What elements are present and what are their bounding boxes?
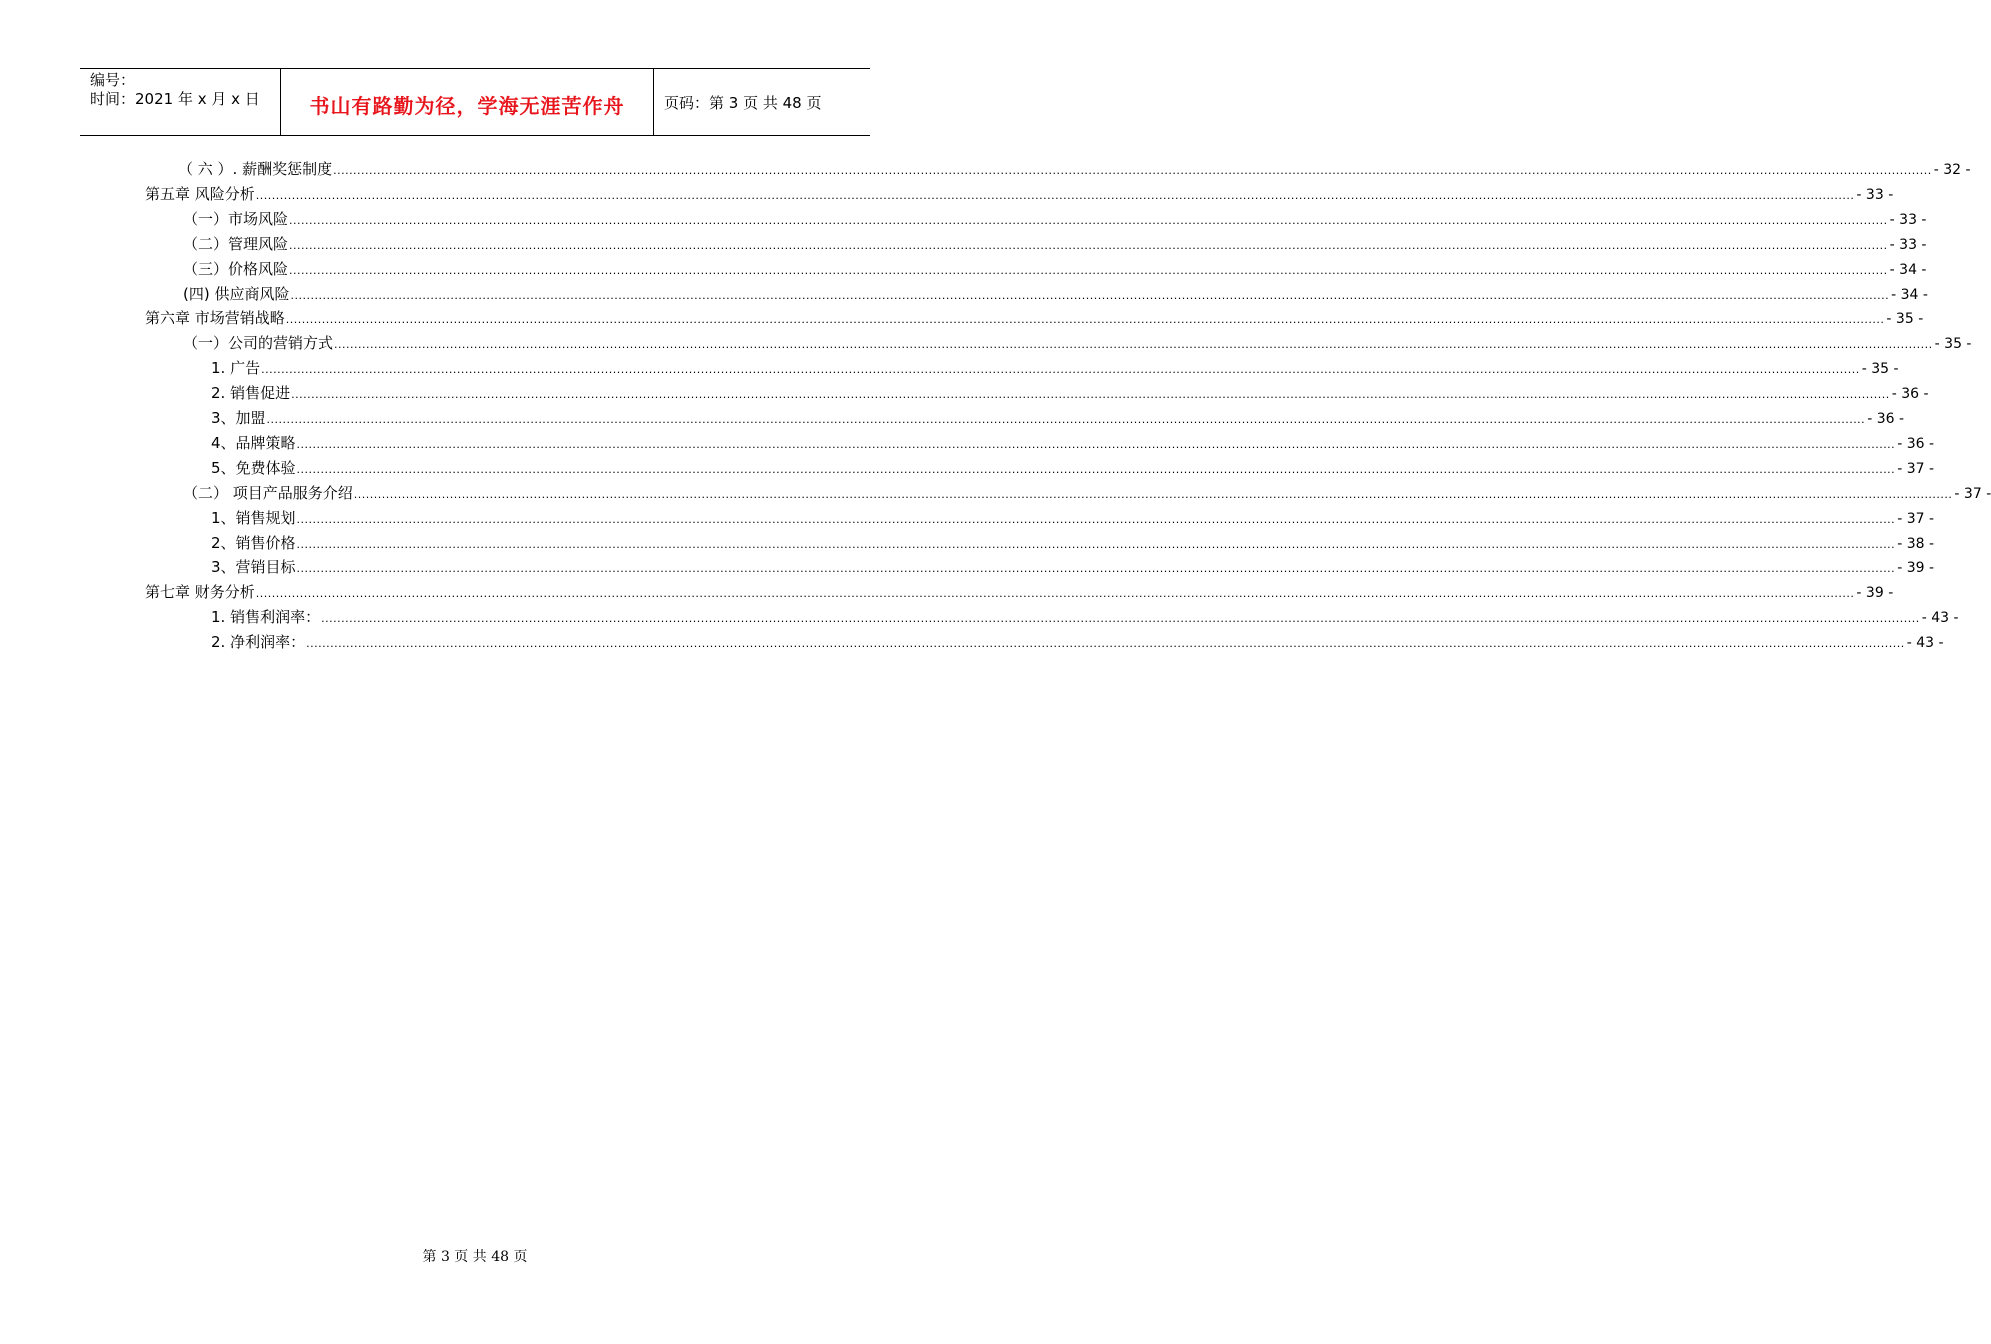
toc-entry-page: - 43 - [1906, 635, 1944, 652]
toc-entry-label: 4、品牌策略 [211, 433, 296, 452]
toc-entry[interactable] [178, 158, 1971, 182]
toc-dot-leader: ................................................................................................................................................................................................................................................................................................................................................................................................................ [291, 388, 1890, 402]
toc-entry-page: - 32 - [1933, 162, 1971, 178]
toc-entry-label: 1. 销售利润率： [211, 608, 321, 627]
toc-entry-page: - 33 - [1856, 186, 1894, 203]
toc-entry[interactable] [145, 183, 1894, 207]
toc-dot-leader: ................................................................................................................................................................................................................................................................................................................................................................................................................ [296, 437, 1896, 451]
toc-entry-label: (四) 供应商风险 [183, 284, 290, 303]
toc-entry-page: - 37 - [1954, 485, 1991, 502]
page-header [80, 68, 870, 136]
toc-entry-label: （三）价格风险 [183, 259, 289, 278]
toc-entry-page: - 35 - [1934, 336, 1972, 353]
toc-entry-page: - 36 - [1867, 411, 1905, 427]
toc-dot-leader: ................................................................................................................................................................................................................................................................................................................................................................................................................ [321, 612, 1920, 626]
toc-entry-label: （ 六 ）. 薪酬奖惩制度 [178, 160, 333, 178]
toc-entry[interactable] [183, 332, 1972, 356]
toc-dot-leader: ................................................................................................................................................................................................................................................................................................................................................................................................................ [296, 462, 1896, 476]
header-motto-cell [281, 69, 654, 135]
toc-dot-leader: ................................................................................................................................................................................................................................................................................................................................................................................................................ [266, 413, 1866, 426]
toc-entry-label: 1. 广告 [211, 359, 261, 378]
header-motto: 书山有路勤为径，学海无涯苦作舟 [309, 93, 625, 118]
toc-entry-page: - 36 - [1891, 386, 1929, 403]
toc-entry-label: 第六章 市场营销战略 [145, 309, 285, 328]
toc-entry[interactable] [183, 482, 1991, 506]
toc-dot-leader: ................................................................................................................................................................................................................................................................................................................................................................................................................ [296, 512, 1896, 526]
toc-entry-label: 5、免费体验 [211, 458, 296, 477]
document-date-label: 时间：2021 年 x 月 x 日 [90, 90, 260, 108]
toc-dot-leader: ................................................................................................................................................................................................................................................................................................................................................................................................................ [290, 288, 1890, 302]
toc-entry-page: - 34 - [1891, 286, 1928, 303]
header-page-number: 页码：第 3 页 共 48 页 [664, 93, 822, 112]
toc-entry-label: 1、销售规划 [211, 508, 296, 527]
toc-entry-page: - 33 - [1889, 211, 1927, 228]
toc-entry-page: - 43 - [1921, 610, 1959, 627]
toc-dot-leader: ................................................................................................................................................................................................................................................................................................................................................................................................................ [255, 188, 1855, 202]
header-meta-cell [80, 69, 281, 135]
toc-entry-label: 2. 销售促进 [211, 384, 291, 403]
toc-dot-leader: ................................................................................................................................................................................................................................................................................................................................................................................................................ [334, 338, 1933, 352]
toc-entry[interactable] [145, 307, 1924, 331]
document-number-label: 编号： [90, 71, 136, 89]
toc-entry-label: 第五章 风险分析 [145, 184, 255, 203]
toc-entry-page: - 36 - [1897, 435, 1935, 452]
toc-entry[interactable] [211, 457, 1935, 481]
toc-entry-label: 2、销售价格 [211, 533, 296, 552]
toc-entry[interactable] [183, 233, 1927, 257]
toc-entry[interactable] [211, 532, 1935, 556]
toc-entry-label: （二） 项目产品服务介绍 [183, 483, 353, 502]
toc-dot-leader: ................................................................................................................................................................................................................................................................................................................................................................................................................ [289, 213, 1888, 227]
header-page-cell [654, 69, 870, 135]
toc-entry-label: 2. 净利润率： [211, 633, 306, 652]
toc-entry-page: - 37 - [1897, 510, 1935, 527]
toc-entry[interactable] [145, 581, 1894, 605]
toc-entry[interactable] [211, 432, 1935, 456]
toc-dot-leader: ................................................................................................................................................................................................................................................................................................................................................................................................................ [261, 363, 1860, 377]
toc-entry-label: （一）市场风险 [183, 209, 289, 228]
toc-entry[interactable] [183, 258, 1927, 282]
toc-dot-leader: ................................................................................................................................................................................................................................................................................................................................................................................................................ [333, 164, 1932, 177]
toc-entry-page: - 34 - [1889, 261, 1927, 278]
toc-entry[interactable] [183, 283, 1928, 307]
toc-entry-page: - 35 - [1861, 361, 1899, 378]
toc-entry-page: - 38 - [1897, 535, 1935, 552]
toc-dot-leader: ................................................................................................................................................................................................................................................................................................................................................................................................................ [289, 238, 1888, 252]
toc-entry[interactable] [183, 208, 1927, 232]
toc-dot-leader: ................................................................................................................................................................................................................................................................................................................................................................................................................ [353, 487, 1953, 501]
toc-dot-leader: ................................................................................................................................................................................................................................................................................................................................................................................................................ [306, 637, 1905, 651]
toc-entry-label: 3、加盟 [211, 409, 266, 427]
toc-entry-label: 第七章 财务分析 [145, 583, 255, 602]
toc-dot-leader: ................................................................................................................................................................................................................................................................................................................................................................................................................ [255, 587, 1855, 601]
toc-entry[interactable] [211, 606, 1959, 630]
toc-entry-page: - 33 - [1889, 236, 1927, 253]
toc-entry[interactable] [211, 382, 1929, 406]
toc-entry-label: 3、营销目标 [211, 558, 296, 577]
toc-entry[interactable] [211, 407, 1905, 431]
toc-entry[interactable] [211, 507, 1935, 531]
toc-entry-label: （一）公司的营销方式 [183, 334, 334, 353]
toc-entry[interactable] [211, 631, 1944, 655]
toc-entry-page: - 37 - [1897, 460, 1935, 477]
page-footer: 第 3 页 共 48 页 [422, 1249, 528, 1265]
toc-entry[interactable] [211, 556, 1935, 580]
toc-entry-page: - 39 - [1897, 560, 1935, 577]
toc-entry-page: - 39 - [1856, 585, 1894, 602]
toc-entry-page: - 35 - [1886, 311, 1924, 328]
toc-dot-leader: ................................................................................................................................................................................................................................................................................................................................................................................................................ [289, 263, 1888, 277]
toc-entry-label: （二）管理风险 [183, 234, 289, 253]
toc-dot-leader: ................................................................................................................................................................................................................................................................................................................................................................................................................ [296, 562, 1896, 576]
toc-entry[interactable] [211, 357, 1899, 381]
toc-dot-leader: ................................................................................................................................................................................................................................................................................................................................................................................................................ [285, 313, 1885, 327]
toc-dot-leader: ................................................................................................................................................................................................................................................................................................................................................................................................................ [296, 537, 1896, 551]
